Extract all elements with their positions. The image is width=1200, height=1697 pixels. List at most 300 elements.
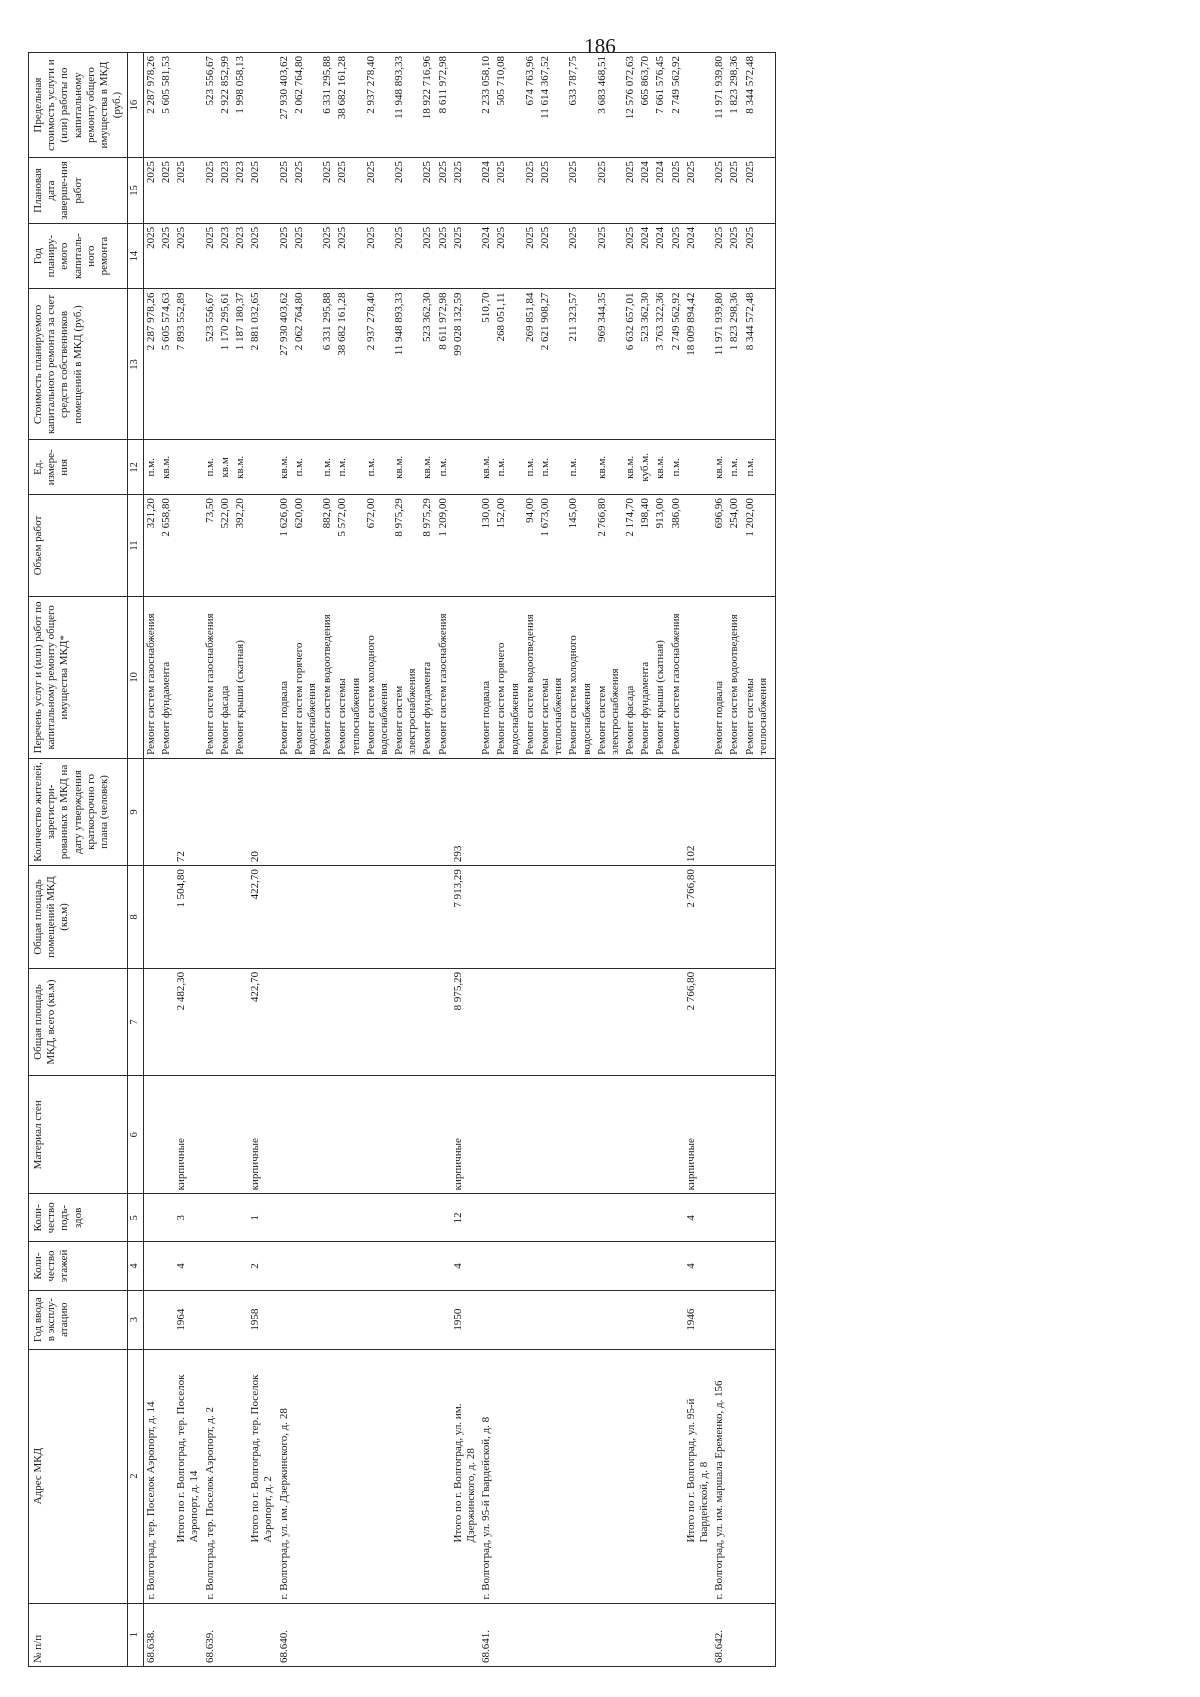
table-cell-col-14: 2025 (743, 223, 776, 289)
table-row (436, 53, 451, 1667)
table-cell-col-8 (436, 866, 451, 969)
table-cell-col-2: г. Волгоград, ул. 95-й Гвардейской, д. 8 (479, 1349, 494, 1603)
table-cell-col-3 (712, 1290, 727, 1349)
table-cell-col-8: 422,70 (248, 866, 276, 969)
table-cell-col-7 (233, 968, 248, 1075)
table-cell-col-11: 1 673,00 (538, 495, 566, 597)
table-cell-col-14: 2025 (727, 223, 742, 289)
table-cell-col-3 (743, 1290, 776, 1349)
table-cell-col-6 (743, 1076, 776, 1194)
table-cell-col-3 (233, 1290, 248, 1349)
table-cell-col-13: 2 621 908,27 (538, 289, 566, 440)
table-cell-col-14: 2025 (392, 223, 420, 289)
table-cell-col-15: 2025 (684, 158, 712, 224)
table-cell-col-11: 672,00 (364, 495, 392, 597)
table-cell-col-9 (638, 758, 653, 865)
table-cell-col-5 (159, 1194, 174, 1242)
table-cell-col-4 (727, 1242, 742, 1290)
table-row (159, 53, 174, 1667)
table-cell-col-4 (712, 1242, 727, 1290)
table-cell-col-4 (218, 1242, 233, 1290)
table-cell-col-7: 8 975,29 (451, 968, 479, 1075)
column-number: 2 (128, 1349, 144, 1603)
table-cell-col-7 (479, 968, 494, 1075)
table-cell-col-10: Ремонт системы теплоснабжения (335, 596, 363, 758)
table-row (566, 53, 594, 1667)
table-row (669, 53, 684, 1667)
table-cell-col-4 (292, 1242, 320, 1290)
table-cell-col-1 (494, 1603, 522, 1666)
table-cell-col-5: 1 (248, 1194, 276, 1242)
table-cell-col-14: 2025 (159, 223, 174, 289)
table-cell-col-2 (218, 1349, 233, 1603)
table-cell-col-13: 8 344 572,48 (743, 289, 776, 440)
table-cell-col-12: кв.м. (159, 440, 174, 495)
table-cell-col-7 (712, 968, 727, 1075)
table-cell-col-4 (159, 1242, 174, 1290)
table-cell-col-10 (684, 596, 712, 758)
table-cell-col-13: 523 556,67 (203, 289, 218, 440)
table-cell-col-14: 2023 (218, 223, 233, 289)
table-cell-col-8 (638, 866, 653, 969)
table-cell-col-12: п.м. (494, 440, 522, 495)
table-cell-col-12: кв.м. (479, 440, 494, 495)
total-row (174, 53, 202, 1667)
table-cell-col-12: п.м. (538, 440, 566, 495)
table-cell-col-10: Ремонт подвала (479, 596, 494, 758)
table-row (277, 53, 292, 1667)
table-cell-col-3 (364, 1290, 392, 1349)
table-cell-col-9 (335, 758, 363, 865)
table-cell-col-5 (277, 1194, 292, 1242)
table-row (712, 53, 727, 1667)
table-cell-col-7 (494, 968, 522, 1075)
table-cell-col-1: 68.638. (143, 1603, 159, 1666)
table-cell-col-5 (233, 1194, 248, 1242)
table-cell-col-13: 27 930 403,62 (277, 289, 292, 440)
table-row (494, 53, 522, 1667)
table-cell-col-11: 392,20 (233, 495, 248, 597)
table-cell-col-3 (320, 1290, 335, 1349)
table-cell-col-14: 2025 (669, 223, 684, 289)
table-cell-col-1 (159, 1603, 174, 1666)
table-cell-col-10: Ремонт систем газоснабжения (203, 596, 218, 758)
table-cell-col-6 (538, 1076, 566, 1194)
table-cell-col-5 (743, 1194, 776, 1242)
column-number-row (128, 53, 144, 1667)
table-row (292, 53, 320, 1667)
table-cell-col-11: 913,00 (653, 495, 668, 597)
table-cell-col-5 (523, 1194, 538, 1242)
table-cell-col-6 (320, 1076, 335, 1194)
table-cell-col-5 (538, 1194, 566, 1242)
table-cell-col-12: кв.м. (233, 440, 248, 495)
table-cell-col-12: куб.м. (638, 440, 653, 495)
table-cell-col-7 (653, 968, 668, 1075)
table-cell-col-4 (364, 1242, 392, 1290)
table-cell-col-6 (159, 1076, 174, 1194)
table-cell-col-12: кв.м. (623, 440, 638, 495)
table-row (320, 53, 335, 1667)
table-cell-col-9: 72 (174, 758, 202, 865)
table-cell-col-14: 2023 (233, 223, 248, 289)
table-cell-col-1 (392, 1603, 420, 1666)
column-number: 3 (128, 1290, 144, 1349)
table-cell-col-15: 2025 (292, 158, 320, 224)
table-cell-col-9 (436, 758, 451, 865)
table-cell-col-5 (203, 1194, 218, 1242)
table-cell-col-9 (143, 758, 159, 865)
table-cell-col-12: п.м. (669, 440, 684, 495)
table-cell-col-8 (292, 866, 320, 969)
table-cell-col-6 (479, 1076, 494, 1194)
column-number: 11 (128, 495, 144, 597)
table-cell-col-12 (451, 440, 479, 495)
table-cell-col-4 (743, 1242, 776, 1290)
table-cell-col-16: 27 930 403,62 (277, 53, 292, 158)
table-cell-col-3 (623, 1290, 638, 1349)
table-cell-col-12: п.м. (292, 440, 320, 495)
column-number: 7 (128, 968, 144, 1075)
table-body (143, 53, 775, 1667)
table-cell-col-10: Ремонт систем газоснабжения (436, 596, 451, 758)
page-number: 186 (584, 34, 616, 58)
table-cell-col-6 (335, 1076, 363, 1194)
table-row (203, 53, 218, 1667)
table-cell-col-10: Ремонт фундамента (420, 596, 435, 758)
table-cell-col-10: Ремонт систем электроснабжения (595, 596, 623, 758)
table-cell-col-13: 18 009 894,42 (684, 289, 712, 440)
table-cell-col-13: 7 893 552,89 (174, 289, 202, 440)
table-cell-col-14: 2025 (292, 223, 320, 289)
table-cell-col-1 (523, 1603, 538, 1666)
table-cell-col-5 (392, 1194, 420, 1242)
table-cell-col-3 (420, 1290, 435, 1349)
table-cell-col-7 (320, 968, 335, 1075)
table-cell-col-8 (159, 866, 174, 969)
table-cell-col-8 (669, 866, 684, 969)
table-cell-col-7 (364, 968, 392, 1075)
table-cell-col-2 (436, 1349, 451, 1603)
table-cell-col-1 (364, 1603, 392, 1666)
table-cell-col-1 (320, 1603, 335, 1666)
table-cell-col-8 (335, 866, 363, 969)
table-cell-col-5 (669, 1194, 684, 1242)
table-cell-col-15: 2024 (653, 158, 668, 224)
header-cell: Год планиру-емого капиталь-ного ремонта (29, 223, 128, 289)
table-cell-col-16 (684, 53, 712, 158)
table-cell-col-7 (623, 968, 638, 1075)
table-cell-col-5 (566, 1194, 594, 1242)
table-cell-col-7 (420, 968, 435, 1075)
table-cell-col-2 (538, 1349, 566, 1603)
table-cell-col-10: Ремонт подвала (712, 596, 727, 758)
table-cell-col-12: кв.м. (653, 440, 668, 495)
table-cell-col-3 (203, 1290, 218, 1349)
header-cell: Общая площадь помещений МКД (кв.м) (29, 866, 128, 969)
table-cell-col-9 (159, 758, 174, 865)
table-cell-col-12: кв.м (218, 440, 233, 495)
table-row (638, 53, 653, 1667)
table-cell-col-6 (727, 1076, 742, 1194)
table-cell-col-5 (218, 1194, 233, 1242)
header-cell: Количество жителей, зарегистри-рованных в МКД на дату утверждения краткосрочно го плана (человек) (29, 758, 128, 865)
table-cell-col-13: 268 051,11 (494, 289, 522, 440)
table-cell-col-9 (203, 758, 218, 865)
table-cell-col-12 (248, 440, 276, 495)
table-cell-col-15: 2025 (538, 158, 566, 224)
table-cell-col-15: 2025 (595, 158, 623, 224)
table-cell-col-5: 4 (684, 1194, 712, 1242)
table-cell-col-14: 2025 (712, 223, 727, 289)
table-cell-col-1 (595, 1603, 623, 1666)
table-cell-col-15: 2025 (743, 158, 776, 224)
table-cell-col-14: 2025 (335, 223, 363, 289)
table-row (392, 53, 420, 1667)
table-row (335, 53, 363, 1667)
table-cell-col-12: п.м. (436, 440, 451, 495)
table-cell-col-3 (277, 1290, 292, 1349)
table-cell-col-10 (248, 596, 276, 758)
table-cell-col-7: 2 766,80 (684, 968, 712, 1075)
table-cell-col-1 (248, 1603, 276, 1666)
table-cell-col-3 (436, 1290, 451, 1349)
table-cell-col-15: 2025 (494, 158, 522, 224)
table-cell-col-11: 5 572,00 (335, 495, 363, 597)
table-cell-col-2 (392, 1349, 420, 1603)
table-cell-col-3: 1964 (174, 1290, 202, 1349)
table-cell-col-16: 18 922 716,96 (420, 53, 435, 158)
table-cell-col-16: 2 937 278,40 (364, 53, 392, 158)
table-cell-col-10: Ремонт систем холодного водоснабжения (364, 596, 392, 758)
table-cell-col-10 (451, 596, 479, 758)
table-cell-col-1: 68.641. (479, 1603, 494, 1666)
header-row (29, 53, 128, 1667)
table-cell-col-3 (218, 1290, 233, 1349)
table-cell-col-11: 1 626,00 (277, 495, 292, 597)
table-cell-col-6 (203, 1076, 218, 1194)
table-cell-col-16: 2 287 978,26 (143, 53, 159, 158)
table-cell-col-1 (174, 1603, 202, 1666)
table-cell-col-9 (653, 758, 668, 865)
table-cell-col-16 (248, 53, 276, 158)
table-cell-col-1 (684, 1603, 712, 1666)
table-cell-col-7 (143, 968, 159, 1075)
table-cell-col-1 (218, 1603, 233, 1666)
table-cell-col-16: 8 611 972,98 (436, 53, 451, 158)
table-cell-col-16: 523 556,67 (203, 53, 218, 158)
table-cell-col-2: Итого по г. Волгоград, ул. 95-й Гвардейской, д. 8 (684, 1349, 712, 1603)
table-cell-col-13: 1 823 298,36 (727, 289, 742, 440)
table-cell-col-10: Ремонт фасада (623, 596, 638, 758)
table-cell-col-11: 145,00 (566, 495, 594, 597)
table-cell-col-15: 2025 (203, 158, 218, 224)
table-cell-col-12: п.м. (335, 440, 363, 495)
table-cell-col-7 (669, 968, 684, 1075)
table-cell-col-4 (523, 1242, 538, 1290)
table-cell-col-2: г. Волгоград, тер. Поселок Аэропорт, д. 14 (143, 1349, 159, 1603)
table-cell-col-5 (638, 1194, 653, 1242)
header-cell: Коли-чество этажей (29, 1242, 128, 1290)
table-cell-col-4 (320, 1242, 335, 1290)
table-cell-col-9 (479, 758, 494, 865)
table-cell-col-13: 2 937 278,40 (364, 289, 392, 440)
table-cell-col-13: 510,70 (479, 289, 494, 440)
table-cell-col-2 (335, 1349, 363, 1603)
table-cell-col-15: 2025 (277, 158, 292, 224)
table-cell-col-15: 2025 (623, 158, 638, 224)
table-cell-col-13: 2 881 032,65 (248, 289, 276, 440)
table-cell-col-15: 2025 (523, 158, 538, 224)
table-cell-col-13: 11 948 893,33 (392, 289, 420, 440)
table-cell-col-3 (727, 1290, 742, 1349)
table-cell-col-5 (364, 1194, 392, 1242)
table-cell-col-16: 2 922 852,99 (218, 53, 233, 158)
table-cell-col-9 (494, 758, 522, 865)
table-cell-col-15: 2025 (335, 158, 363, 224)
table-cell-col-1 (420, 1603, 435, 1666)
table-cell-col-15: 2025 (159, 158, 174, 224)
table-cell-col-9 (292, 758, 320, 865)
table-cell-col-5 (494, 1194, 522, 1242)
table-cell-col-2: г. Волгоград, ул. им. маршала Еременко, д. 156 (712, 1349, 727, 1603)
table-cell-col-16: 1 998 058,13 (233, 53, 248, 158)
table-cell-col-10: Ремонт систем газоснабжения (143, 596, 159, 758)
header-cell: Коли-чество подъ-здов (29, 1194, 128, 1242)
table-cell-col-15: 2025 (364, 158, 392, 224)
table-cell-col-4 (623, 1242, 638, 1290)
table-cell-col-8 (727, 866, 742, 969)
table-cell-col-2 (623, 1349, 638, 1603)
table-cell-col-7: 2 482,30 (174, 968, 202, 1075)
table-row (743, 53, 776, 1667)
table-cell-col-9 (727, 758, 742, 865)
table-cell-col-1 (292, 1603, 320, 1666)
table-cell-col-14: 2025 (420, 223, 435, 289)
table-row (218, 53, 233, 1667)
total-row (248, 53, 276, 1667)
table-row (623, 53, 638, 1667)
table-cell-col-13: 969 344,35 (595, 289, 623, 440)
table-cell-col-11: 386,00 (669, 495, 684, 597)
table-cell-col-4 (335, 1242, 363, 1290)
table-cell-col-2 (638, 1349, 653, 1603)
table-cell-col-3 (595, 1290, 623, 1349)
table-cell-col-3 (638, 1290, 653, 1349)
table-cell-col-5 (595, 1194, 623, 1242)
table-cell-col-10: Ремонт систем холодного водоснабжения (566, 596, 594, 758)
table-cell-col-5 (320, 1194, 335, 1242)
table-cell-col-7 (292, 968, 320, 1075)
table-cell-col-4 (638, 1242, 653, 1290)
table-cell-col-16: 3 683 468,51 (595, 53, 623, 158)
table-cell-col-14: 2025 (538, 223, 566, 289)
table-cell-col-1 (436, 1603, 451, 1666)
table-cell-col-16: 665 863,70 (638, 53, 653, 158)
table-cell-col-4 (277, 1242, 292, 1290)
table-cell-col-13: 38 682 161,28 (335, 289, 363, 440)
table-cell-col-9 (420, 758, 435, 865)
table-cell-col-11: 73,50 (203, 495, 218, 597)
table-cell-col-8 (523, 866, 538, 969)
table-cell-col-11: 8 975,29 (392, 495, 420, 597)
table-cell-col-16: 6 331 295,88 (320, 53, 335, 158)
table-cell-col-4 (392, 1242, 420, 1290)
table-cell-col-13: 269 851,84 (523, 289, 538, 440)
table-row (538, 53, 566, 1667)
table-row (727, 53, 742, 1667)
table-cell-col-11: 152,00 (494, 495, 522, 597)
table-cell-col-12: п.м. (523, 440, 538, 495)
table-cell-col-16: 2 062 764,80 (292, 53, 320, 158)
table-cell-col-9 (277, 758, 292, 865)
table-cell-col-6 (292, 1076, 320, 1194)
table-cell-col-15: 2025 (712, 158, 727, 224)
table-cell-col-16: 505 710,08 (494, 53, 522, 158)
table-cell-col-16: 674 763,96 (523, 53, 538, 158)
table-cell-col-6: кирпичные (174, 1076, 202, 1194)
total-row (451, 53, 479, 1667)
table-cell-col-14: 2025 (203, 223, 218, 289)
table-cell-col-15: 2025 (566, 158, 594, 224)
table-cell-col-13: 5 605 574,63 (159, 289, 174, 440)
table-cell-col-16: 2 233 058,10 (479, 53, 494, 158)
table-cell-col-1 (743, 1603, 776, 1666)
table-cell-col-12: п.м. (143, 440, 159, 495)
table-cell-col-14: 2024 (684, 223, 712, 289)
table-cell-col-12 (684, 440, 712, 495)
table-cell-col-11 (248, 495, 276, 597)
table-cell-col-11: 198,40 (638, 495, 653, 597)
table-cell-col-3 (523, 1290, 538, 1349)
table-cell-col-4 (653, 1242, 668, 1290)
column-number: 6 (128, 1076, 144, 1194)
table-cell-col-14: 2025 (566, 223, 594, 289)
table-cell-col-2 (669, 1349, 684, 1603)
table-cell-col-8 (277, 866, 292, 969)
table-row (420, 53, 435, 1667)
table-cell-col-4 (566, 1242, 594, 1290)
table-cell-col-3 (538, 1290, 566, 1349)
table-cell-col-2 (743, 1349, 776, 1603)
table-cell-col-14: 2025 (248, 223, 276, 289)
table-cell-col-6 (669, 1076, 684, 1194)
table-cell-col-3: 1950 (451, 1290, 479, 1349)
table-cell-col-9 (623, 758, 638, 865)
table-cell-col-9 (233, 758, 248, 865)
table-cell-col-6: кирпичные (451, 1076, 479, 1194)
table-cell-col-12: кв.м. (712, 440, 727, 495)
table-cell-col-6 (653, 1076, 668, 1194)
table-cell-col-14: 2025 (436, 223, 451, 289)
table-cell-col-11 (451, 495, 479, 597)
table-cell-col-1 (233, 1603, 248, 1666)
table-cell-col-6 (392, 1076, 420, 1194)
table-cell-col-8: 1 504,80 (174, 866, 202, 969)
table-cell-col-13: 2 287 978,26 (143, 289, 159, 440)
table-cell-col-13: 1 187 180,37 (233, 289, 248, 440)
table-cell-col-9 (523, 758, 538, 865)
table-cell-col-7 (392, 968, 420, 1075)
table-cell-col-14: 2025 (595, 223, 623, 289)
table-cell-col-5 (623, 1194, 638, 1242)
table-cell-col-16: 38 682 161,28 (335, 53, 363, 158)
table-cell-col-1 (451, 1603, 479, 1666)
table-cell-col-12: кв.м. (595, 440, 623, 495)
table-cell-col-9 (538, 758, 566, 865)
table-cell-col-10: Ремонт фасада (218, 596, 233, 758)
table-cell-col-2 (494, 1349, 522, 1603)
